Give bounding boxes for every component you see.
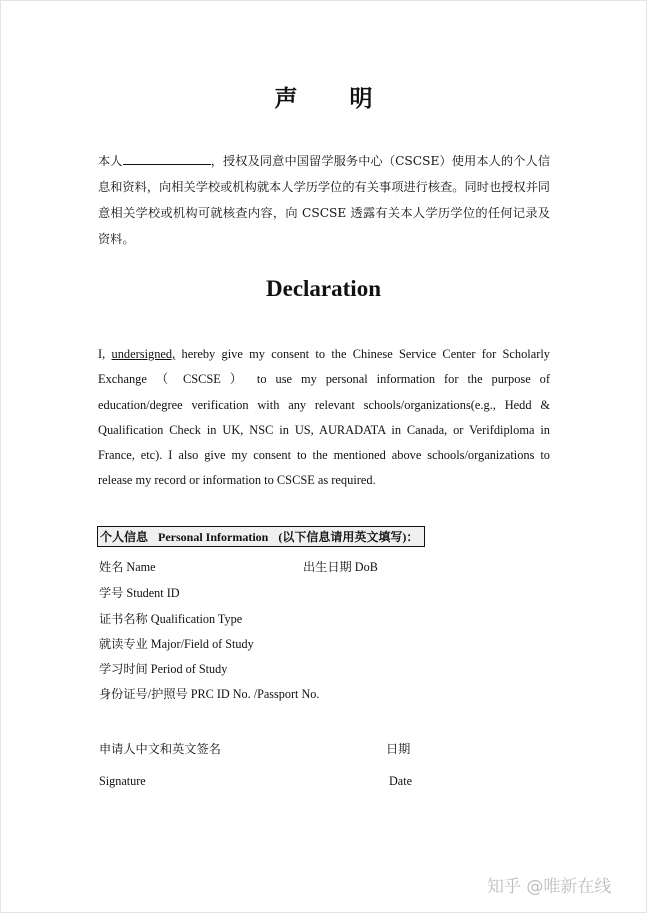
date-label-zh: 日期 xyxy=(386,742,411,756)
en-para-start: I, xyxy=(98,347,112,361)
signature-label-en: Signature xyxy=(99,774,146,788)
field-major: 就读专业 Major/Field of Study xyxy=(99,637,254,651)
english-title: Declaration xyxy=(266,276,381,301)
field-dob: 出生日期 DoB xyxy=(303,560,378,574)
en-para-rest: hereby give my consent to the Chinese Service Center for Scholarly Exchange （ CSCSE ） to use my personal information for the purpose of education/degree verification with any relevant schools/organizations(e.g., Hedd & Qualification Check in UK, NSC in US, AURADATA in Canada, or Verifdiploma in France, etc). I also give my consent to the mentioned above schools/organizations to release my record or information to CSCSE as required. xyxy=(98,347,550,488)
undersigned-word: undersigned, xyxy=(111,347,176,361)
personal-info-header xyxy=(97,526,425,547)
field-name: 姓名 Name xyxy=(99,560,156,574)
field-period-of-study: 学习时间 Period of Study xyxy=(99,662,228,676)
chinese-declaration-paragraph xyxy=(98,148,550,252)
chinese-title: 声 明 xyxy=(274,85,395,112)
english-declaration-paragraph xyxy=(98,342,550,494)
info-header-note: (以下信息请用英文填写)： xyxy=(278,530,419,544)
field-qualification-type: 证书名称 Qualification Type xyxy=(99,612,243,626)
zh-para-start: 本人 xyxy=(98,154,123,168)
zh-para-rest: ，授权及同意中国留学服务中心（CSCSE）使用本人的个人信息和资料，向相关学校或机构就本人学历学位的有关事项进行核查。同时也授权并同意相关学校或机构可就核查内容，向 CSCSE 透露有关本人学历学位的任何记录及资料。 xyxy=(98,154,551,246)
name-blank-line xyxy=(123,153,211,165)
field-id-number: 身份证号/护照号 PRC ID No. /Passport No. xyxy=(99,687,320,701)
signature-label-zh: 申请人中文和英文签名 xyxy=(99,742,221,756)
date-label-en: Date xyxy=(389,774,413,788)
watermark: 知乎 @唯新在线 xyxy=(487,877,612,897)
info-header-zh: 个人信息 xyxy=(100,530,149,544)
info-header-en: Personal Information xyxy=(158,530,269,544)
field-student-id: 学号 Student ID xyxy=(99,586,180,600)
